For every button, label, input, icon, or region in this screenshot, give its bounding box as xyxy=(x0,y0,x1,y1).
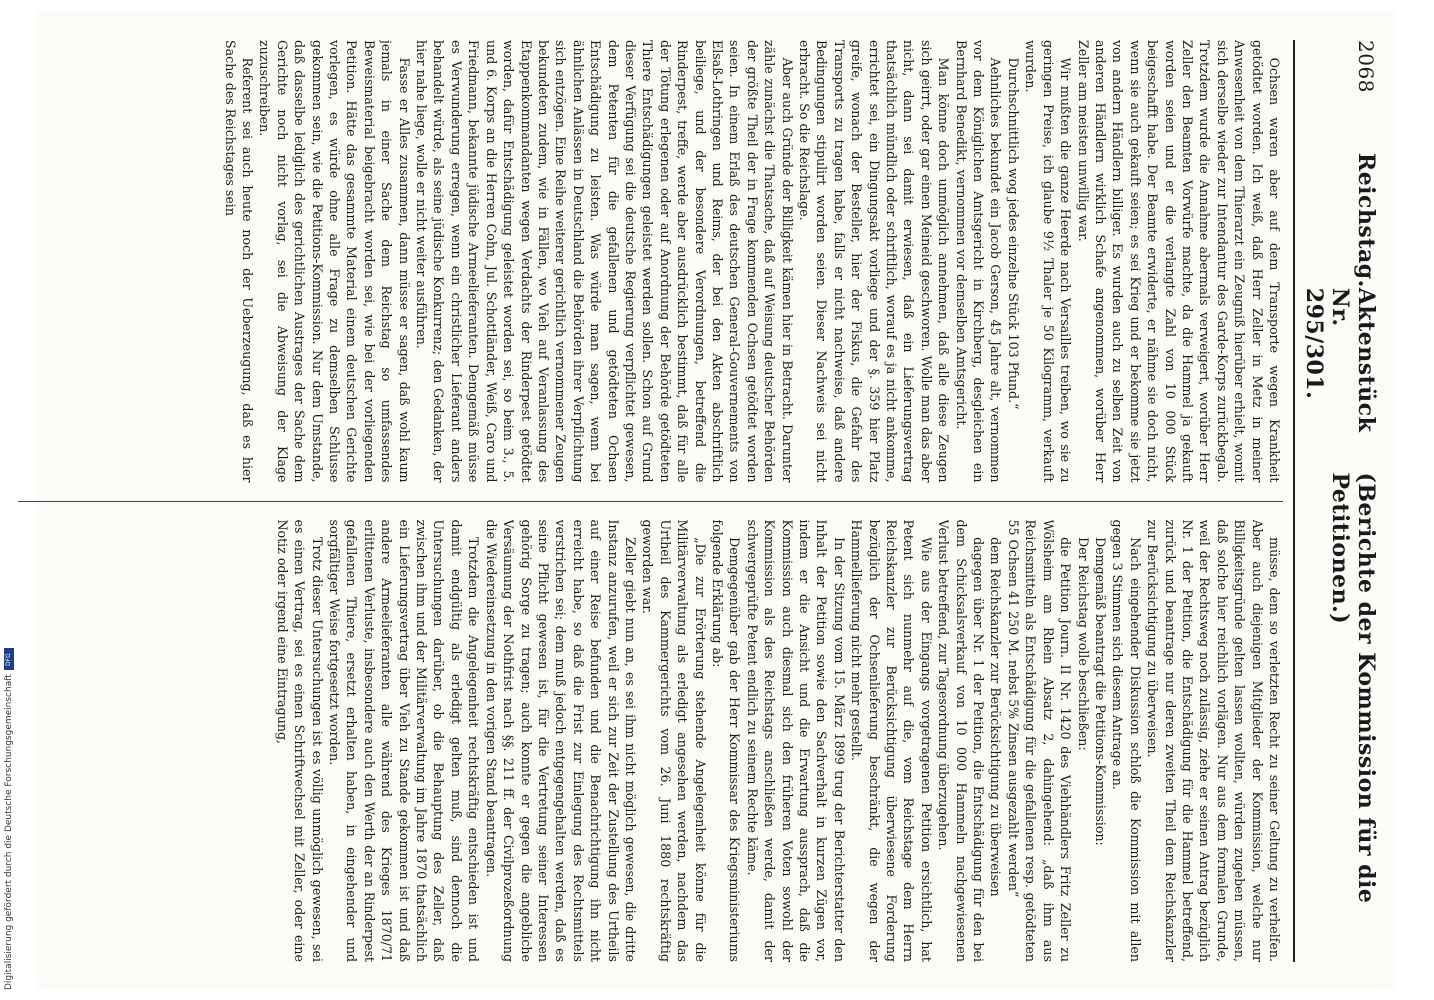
paragraph: Ochsen waren aber auf dem Transporte wegen Krankheit getödtet worden. Ich weiß, daß Herr Zeller in Metz in meiner Anwesenheit von dem Thierarzt ein Zeugniß hierüber erhielt, womit sich derselbe wieder zur Intendantur des Garde-Korps zurückbegab. Trotzdem wurde die Annahme abermals verweigert, worüber Herr Zeller den Beamten Vorwürfe machte, da die Hammel ja gekauft worden seien und er die verlangte Zahl von 10 000 Stück beigeschafft habe. Der Beamte erwiderte, er nähme sie doch nicht, wenn sie auch gekauft seien; es sei Krieg und er bekomme sie jetzt von andern Händlern billiger. Es wurden auch zu selben Zeit von anderen Händlern wirklich Schafe angenommen, worüber Herr Zeller am meisten unwillig war. xyxy=(1075,40,1282,483)
paragraph: Fasse er Alles zusammen, dann müsse er sagen, daß wohl kaum jemals in einer Sache dem Reichstag so umfassendes Beweismaterial beigebracht worden sei, wie bei der vorliegenden Petition. Hätte das gesammte Material einem deutschen Gerichte vorlegen, es würde ohne alle Frage zu demselben Schlusse gekommen sein, wie die Petitions-Kommission. Nur dem Umstande, daß dasselbe lediglich des gerichtlichen Austrages der Sache dem Gerichte noch nicht vorlag, sei die Abweisung der Klage zuzuschreiben. xyxy=(257,40,412,483)
paragraph: Zeller giebt nun an, es sei ihm nicht möglich gewesen, die dritte Instanz anzurufen, weil er sich zur Zeit der Zustellung des Urtheils auf einer Reise befunden und die Benachrichtigung ihn nicht erreicht habe, so daß die Frist zur Einlegung des Rechtsmittels verstrichen sei; dem muß jedoch entgegengehalten werden, daß es seine Pflicht gewesen ist, für die Vertretung seiner Interessen gehörig Sorge zu tragen; auch konnte er gegen die angebliche Versäumung der Nothfrist nach §§. 211 ff. der Civilprozeßordnung die Wiedereinsetzung in den vorigen Stand beantragen. xyxy=(483,519,638,962)
header-title-mid: Aktenstück Nr. 295/301. xyxy=(1301,287,1379,433)
paragraph: Trotzdem die Angelegenheit rechtskräftig entschieden ist und damit endgültig als erledigt gelten muß, sind dennoch die Untersuchungen darüber, ob die Behauptung des Zeller, daß zwischen ihm und der Militärverwaltung im Jahre 1870 thatsächlich ein Lieferungsvertrag über Vieh zu Stande gekommen ist und daß andere Armeelieferanten alle während des Krieges 1870/71 erlittenen Verluste, insbesondere auch den Werth der an Rinderpest gefallenen Thiere, ersetzt erhalten haben, in eingehender und sorgfältiger Weise fortgesetzt worden. xyxy=(327,519,482,962)
paragraph: Der Reichstag wolle beschließen: xyxy=(1075,537,1091,751)
header-title-right: (Berichte der Kommission für die Petitionen.) xyxy=(1327,472,1379,904)
paragraph: Aber auch Gründe der Billigkeit kämen hier in Betracht. Darunter zähle zunächst die Thatsache, daß auf Weisung deutscher Behörden der größte Theil der in Frage kommenden Ochsen getödtet worden seien. In einem Erlaß des deutschen General-Gouvernements von Elsaß-Lothringen und Reims, der bei den Akten abschriftlich beiliege, und der besondere Verordnungen, betreffend die Rinderpest, treffe, werde aber ausdrücklich bestimmt, daß für alle der Tötung erlegenen oder auf Anordnung der Behörde getödteten Thiere Entschädigungen geleistet werden sollen. Schon auf Grund dieser Verfügung sei die deutsche Regierung verpflichtet gewesen, dem Petenten für die gefallenen und getödteten Ochsen Entschädigung zu leisten. Was würde man sagen, wenn bei ähnlichen Anlässen in Deutschland die Behörden ihrer Verpflichtung sich entzögen. Eine Reihe weiterer gerichtlich vernommener Zeugen bekundeten zudem, wie in Fällen, wo Vieh auf Veranlassung des Etappenkommandanten wegen Verdachts der Rinderpest getödtet worden, dafür Entschädigung geleistet worden sei, so beim 3., 5. und 6. Korps an die Herren Cohn, Jul. Schottländer, Weiß, Caro und Friedmann, bekannte jüdische Armeelieferanten. Demgemäß müsse es Verwunderung erregen, wenn ein christlicher Lieferant anders behandelt würde, als seine jüdische Konkurrenz; den Gedanken, der hier nahe liege, wolle er nicht weiter ausführen. xyxy=(414,40,795,483)
dfg-logo-icon: DFG xyxy=(4,648,14,670)
paragraph: „Die zur Erörterung stehende Angelegenheit könne für die Militärverwaltung als erledigt angesehen werden, nachdem das Urtheil des Kammergerichts vom 26. Juni 1880 rechtskräftig geworden war. xyxy=(640,519,708,962)
header-title-left: Reichstag. xyxy=(1353,152,1379,288)
paragraph: dagegen über Nr. 1 der Petition, die Entschädigung für den bei dem Schicksalsverkauf von 10 000 Hammeln nachgewiesenen Verlust betreffend, zur Tagesordnung überzugehen. xyxy=(936,519,987,962)
paragraph: Man könne doch unmöglich annehmen, daß alle diese Zeugen sich geirrt, oder gar einen Meineid geschworen. Wolle man das aber nicht, dann sei damit erwiesen, daß ein Lieferungsvertrag thatsächlich mündlich oder schriftlich, worauf es ja nicht ankomme, errichtet sei, ein Dingungsakt vorliege und der §. 359 hier Platz greife, wonach der Besteller, hier der Fiskus, die Gefahr des Transports zu tragen habe, falls er nicht nachweise, daß andere Bedingungen stipulirt worden seien. Dieser Nachweis sei nicht erbracht. So die Reichslage. xyxy=(797,40,952,483)
paragraph: Aehnliches bekundet ein Jacob Gerson, 45 Jahre alt, vernommen vor dem Königlichen Amtsgericht in Kirchberg, desgleichen ein Bernhard Benedikt, vernommen vor demselben Amtsgericht. xyxy=(953,40,1004,483)
digitization-note-text: Digitalisierung gefördert durch die Deutsche Forschungsgemeinschaft xyxy=(4,674,14,990)
rotated-document-page xyxy=(37,10,1397,990)
paragraph: Wir mußten die ganze Heerde nach Versailles treiben, wo sie zu geringen Preise, ich glaube 9½ Thaler je 50 Kilogramm, verkauft wurden. xyxy=(1023,40,1074,483)
paragraph: Nach eingehender Diskussion schloß die Kommission mit allen gegen 3 Stimmen sich diesem Antrage an. xyxy=(1110,519,1143,962)
paragraph: müsse, dem so verletzten Recht zu seiner Geltung zu verhelfen. Aber auch diejenigen Mitglieder der Kommission, welche nur Billigkeitsgründe gelten lassen wollten, würden zugeben müssen, daß solche hier reichlich vorlägen. Nur aus dem formalen Grunde, weil der Rechtsweg noch zulässig, ziehe er seinen Antrag bezüglich Nr. 1 der Petition, die Entschädigung für die Hammel betreffend, zurück und beantrage nur deren zweiten Theil dem Reichskanzler zur Berücksichtigung zu überweisen. xyxy=(1145,519,1282,962)
digitization-note xyxy=(2,600,16,990)
paragraph: In der Sitzung vom 15. März 1899 trug der Berichterstatter den Inhalt der Petition sowie den Sachverhalt in kurzen Zügen vor, indem er die Ansicht und die Erwartung aussprach, daß die Kommission auch diesmal sich den früheren Voten sowohl der Kommission als des Reichstags anschließen werde, damit der schwergeprüfte Petent endlich zu seinem Rechte käme. xyxy=(744,519,847,962)
paragraph: Referent sei auch heute noch der Ueberzeugung, daß es hier Sache des Reichstages sein xyxy=(222,40,256,483)
header-title-group xyxy=(1301,93,1379,473)
paragraph: dem Reichskanzler zur Berücksichtigung zu überweisen xyxy=(988,537,1004,897)
paragraph: Durchschnittlich wog jedes einzelne Stück 103 Pfund.“ xyxy=(1005,57,1021,410)
paragraph: Demgegenüber gab der Herr Kommissar des Kriegsministeriums folgende Erklärung ab: xyxy=(710,519,743,962)
page-number: 2068 xyxy=(1354,40,1378,93)
paragraph: Trotz dieser Untersuchungen ist es völlig unmöglich gewesen, sei es einen Vertrag, sei es einen Schriftwechsel mit Zeller, oder eine Notiz oder irgend eine Eintragung, xyxy=(274,519,325,962)
paragraph: Wie aus der Eingangs vorgetragenen Petition ersichtlich, hat Petent sich nunmehr auf die, vom Reichstage dem Herrn Reichskanzler zur Berücksichtigung überwiesene Forderung bezüglich der Ochsenlieferung beschränkt, die wegen der Hammellieferung nicht mehr gestellt. xyxy=(849,519,934,962)
column-divider xyxy=(18,501,1283,502)
paragraph: Demgemäß beantragt die Petitions-Kommission: xyxy=(1092,537,1108,846)
column-right xyxy=(18,520,1283,963)
paragraph: die Petition Journ. II Nr. 1420 des Viehhändlers Fritz Zeller zu Wölsheim am Rhein Absatz 2, dahingehend: „daß ihm aus Reichsmitteln als Entschädigung für die gefallenen resp. getödteten 55 Ochsen 41 250 M. nebst 5% Zinsen ausgezahlt werden“ xyxy=(1005,519,1074,962)
text-columns xyxy=(18,40,1283,962)
page-header xyxy=(1293,40,1379,962)
column-left xyxy=(18,40,1283,483)
